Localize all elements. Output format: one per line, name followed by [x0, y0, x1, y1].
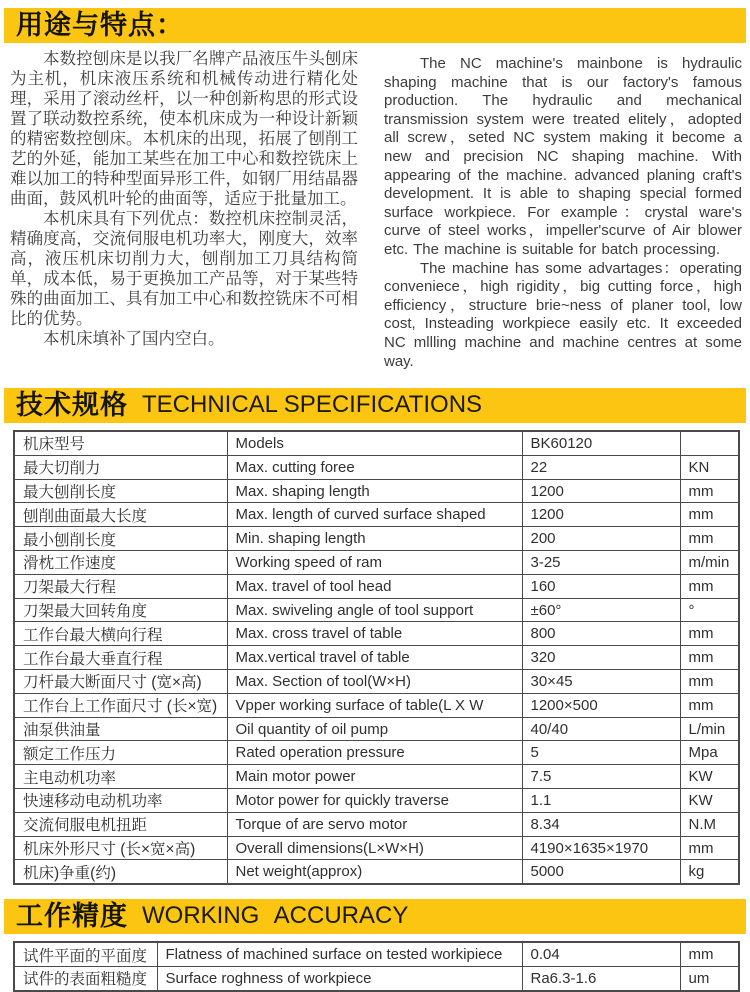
accuracy-table-row	[14, 967, 739, 991]
spec-cell-name-en: Max. swiveling angle of tool support	[227, 598, 522, 622]
spec-banner	[4, 388, 746, 423]
spec-table-row	[14, 574, 739, 598]
spec-table	[13, 430, 740, 885]
spec-cell-unit: m/min	[680, 551, 739, 575]
spec-cell-name-en: Overall dimensions(L×W×H)	[227, 836, 522, 860]
spec-cell-name-en: Vpper working surface of table(L X W	[227, 693, 522, 717]
accuracy-cell-name-cn: 试件的表面粗糙度	[14, 967, 157, 991]
accuracy-title-en: WORKING ACCURACY	[142, 902, 409, 930]
spec-cell-value: 5000	[522, 860, 680, 884]
spec-cell-unit: mm	[680, 479, 739, 503]
spec-table-row	[14, 789, 739, 813]
spec-cell-name-cn: 滑枕工作速度	[14, 551, 227, 575]
spec-cell-name-en: Max. travel of tool head	[227, 574, 522, 598]
intro-en-paragraph: The NC machine's mainbone is hydraulic shaping machine that is our factory's famous production. The hydraulic and mechanical transmission system were treated elitely，adopted all screw，seted NC system making it become a new and precision NC shaping machine. With appearing of the machine. advanced planing craft's development. It is able to shaping special formed surface workpiece. For example：crystal ware's curve of steel works，impeller'scurve of Air blower etc. The machine is suitable for batch processing.	[384, 55, 742, 258]
spec-cell-name-cn: 工作台最大垂直行程	[14, 646, 227, 670]
spec-cell-value: 1.1	[522, 789, 680, 813]
spec-cell-name-en: Net weight(approx)	[227, 860, 522, 884]
accuracy-cell-name-cn: 试件平面的平面度	[14, 942, 157, 966]
intro-english-column	[384, 49, 742, 371]
spec-cell-name-cn: 主电动机功率	[14, 765, 227, 789]
spec-cell-value: 22	[522, 455, 680, 479]
spec-cell-name-en: Min. shaping length	[227, 527, 522, 551]
spec-cell-value: 1200	[522, 479, 680, 503]
spec-cell-name-cn: 额定工作压力	[14, 741, 227, 765]
spec-cell-value: 8.34	[522, 812, 680, 836]
spec-table-row	[14, 860, 739, 884]
spec-title-cn: 技术规格	[16, 390, 128, 421]
spec-cell-value: 30×45	[522, 670, 680, 694]
intro-chinese-column	[10, 49, 358, 371]
accuracy-cell-name-en: Flatness of machined surface on tested workipiece	[157, 942, 522, 966]
intro-cn-paragraph: 本机床填补了国内空白。	[43, 330, 225, 348]
spec-table-row	[14, 431, 739, 455]
spec-cell-name-cn: 交流伺服电机扭距	[14, 812, 227, 836]
spec-cell-name-cn: 工作台最大横向行程	[14, 622, 227, 646]
intro-section	[0, 43, 750, 375]
spec-table-row	[14, 717, 739, 741]
spec-cell-value: 5	[522, 741, 680, 765]
spec-cell-name-en: Max. shaping length	[227, 479, 522, 503]
spec-cell-unit: N.M	[680, 812, 739, 836]
accuracy-cell-unit: um	[680, 967, 739, 991]
spec-cell-value: 7.5	[522, 765, 680, 789]
accuracy-cell-name-en: Surface roghness of workpiece	[157, 967, 522, 991]
accuracy-table	[13, 941, 740, 992]
spec-table-row	[14, 503, 739, 527]
spec-cell-name-en: Rated operation pressure	[227, 741, 522, 765]
spec-cell-name-en: Working speed of ram	[227, 551, 522, 575]
spec-cell-name-cn: 刨削曲面最大长度	[14, 503, 227, 527]
spec-cell-value: 4190×1635×1970	[522, 836, 680, 860]
spec-cell-unit: KW	[680, 765, 739, 789]
spec-cell-unit	[680, 431, 739, 455]
spec-cell-name-cn: 机床型号	[14, 431, 227, 455]
purpose-title: 用途与特点：	[16, 10, 184, 40]
spec-cell-unit: kg	[680, 860, 739, 884]
spec-cell-unit: mm	[680, 646, 739, 670]
spec-cell-name-en: Motor power for quickly traverse	[227, 789, 522, 813]
spec-table-row	[14, 741, 739, 765]
spec-table-row	[14, 455, 739, 479]
spec-cell-name-en: Max.vertical travel of table	[227, 646, 522, 670]
spec-cell-name-cn: 最大刨削长度	[14, 479, 227, 503]
spec-cell-unit: mm	[680, 670, 739, 694]
spec-cell-name-en: Main motor power	[227, 765, 522, 789]
spec-cell-unit: mm	[680, 693, 739, 717]
spec-table-row	[14, 598, 739, 622]
spec-cell-name-en: Oil quantity of oil pump	[227, 717, 522, 741]
accuracy-table-row	[14, 942, 739, 966]
spec-cell-unit: mm	[680, 836, 739, 860]
spec-cell-name-cn: 最大切削力	[14, 455, 227, 479]
spec-cell-name-en: Max. cross travel of table	[227, 622, 522, 646]
spec-cell-name-en: Max. length of curved surface shaped	[227, 503, 522, 527]
spec-cell-unit: L/min	[680, 717, 739, 741]
spec-cell-name-en: Models	[227, 431, 522, 455]
accuracy-cell-unit: mm	[680, 942, 739, 966]
spec-cell-unit: mm	[680, 622, 739, 646]
spec-cell-value: 160	[522, 574, 680, 598]
spec-cell-name-cn: 工作台上工作面尺寸 (长×宽)	[14, 693, 227, 717]
spec-cell-value: 800	[522, 622, 680, 646]
spec-cell-name-cn: 油泵供油量	[14, 717, 227, 741]
spec-table-row	[14, 670, 739, 694]
purpose-banner	[4, 8, 746, 43]
spec-cell-name-cn: 刀杆最大断面尺寸 (宽×高)	[14, 670, 227, 694]
spec-cell-name-cn: 刀架最大回转角度	[14, 598, 227, 622]
spec-cell-name-cn: 快速移动电动机功率	[14, 789, 227, 813]
spec-cell-value: 200	[522, 527, 680, 551]
spec-cell-name-cn: 机床外形尺寸 (长×宽×高)	[14, 836, 227, 860]
spec-cell-value: 40/40	[522, 717, 680, 741]
spec-table-row	[14, 765, 739, 789]
spec-table-row	[14, 646, 739, 670]
spec-table-row	[14, 693, 739, 717]
spec-cell-name-cn: 刀架最大行程	[14, 574, 227, 598]
spec-title-en: TECHNICAL SPECIFICATIONS	[142, 391, 483, 419]
intro-cn-paragraph: 本数控刨床是以我厂名牌产品液压牛头刨床为主机，机床液压系统和机械传动进行精化处理，采用了滚动丝杆，以一种创新构思的形式设置了联动数控系统，使本机床成为一种设计新颖的精密数控刨床。本机床的出现，拓展了刨削工艺的外延，能加工某些在加工中心和数控铣床上难以加工的特种型面异形工件，如钢厂用结晶器曲面，鼓风机叶轮的曲面等，适应于批量加工。	[10, 50, 358, 208]
spec-cell-value: 3-25	[522, 551, 680, 575]
spec-cell-value: 1200×500	[522, 693, 680, 717]
spec-cell-unit: KW	[680, 789, 739, 813]
spec-table-row	[14, 836, 739, 860]
spec-cell-name-en: Max. Section of tool(W×H)	[227, 670, 522, 694]
intro-cn-paragraph: 本机床具有下列优点：数控机床控制灵活，精确度高，交流伺服电机功率大，刚度大，效率高，液压机床切削力大，刨削加工刀具结构简单，成本低，易于更换加工产品等，对于某些特殊的曲面加工、具有加工中心和数控铣床不可相比的优势。	[10, 210, 358, 328]
accuracy-banner	[4, 899, 746, 934]
spec-table-row	[14, 551, 739, 575]
spec-cell-value: 1200	[522, 503, 680, 527]
spec-cell-value: BK60120	[522, 431, 680, 455]
accuracy-title-cn: 工作精度	[16, 901, 128, 932]
spec-cell-unit: mm	[680, 574, 739, 598]
spec-cell-unit: Mpa	[680, 741, 739, 765]
spec-cell-value: ±60°	[522, 598, 680, 622]
spec-table-row	[14, 527, 739, 551]
accuracy-cell-value: Ra6.3-1.6	[522, 967, 680, 991]
spec-cell-name-en: Torque of are servo motor	[227, 812, 522, 836]
spec-cell-unit: °	[680, 598, 739, 622]
spec-cell-value: 320	[522, 646, 680, 670]
spec-table-body	[14, 431, 739, 884]
accuracy-table-body	[14, 942, 739, 991]
spec-cell-name-cn: 机床)争重(约)	[14, 860, 227, 884]
spec-cell-name-en: Max. cutting foree	[227, 455, 522, 479]
spec-table-row	[14, 812, 739, 836]
spec-table-row	[14, 479, 739, 503]
spec-cell-name-cn: 最小刨削长度	[14, 527, 227, 551]
spec-cell-unit: mm	[680, 503, 739, 527]
spec-cell-unit: KN	[680, 455, 739, 479]
spec-cell-unit: mm	[680, 527, 739, 551]
spec-table-row	[14, 622, 739, 646]
intro-en-paragraph: The machine has some advartages：operating conveniece，high rigidity，big cutting force，high efficiency，structure brie~ness of planer tool, low cost, Insteading workpiece easily etc. It exceeded NC mllling machine and machine centres at some way.	[384, 259, 742, 370]
accuracy-cell-value: 0.04	[522, 942, 680, 966]
